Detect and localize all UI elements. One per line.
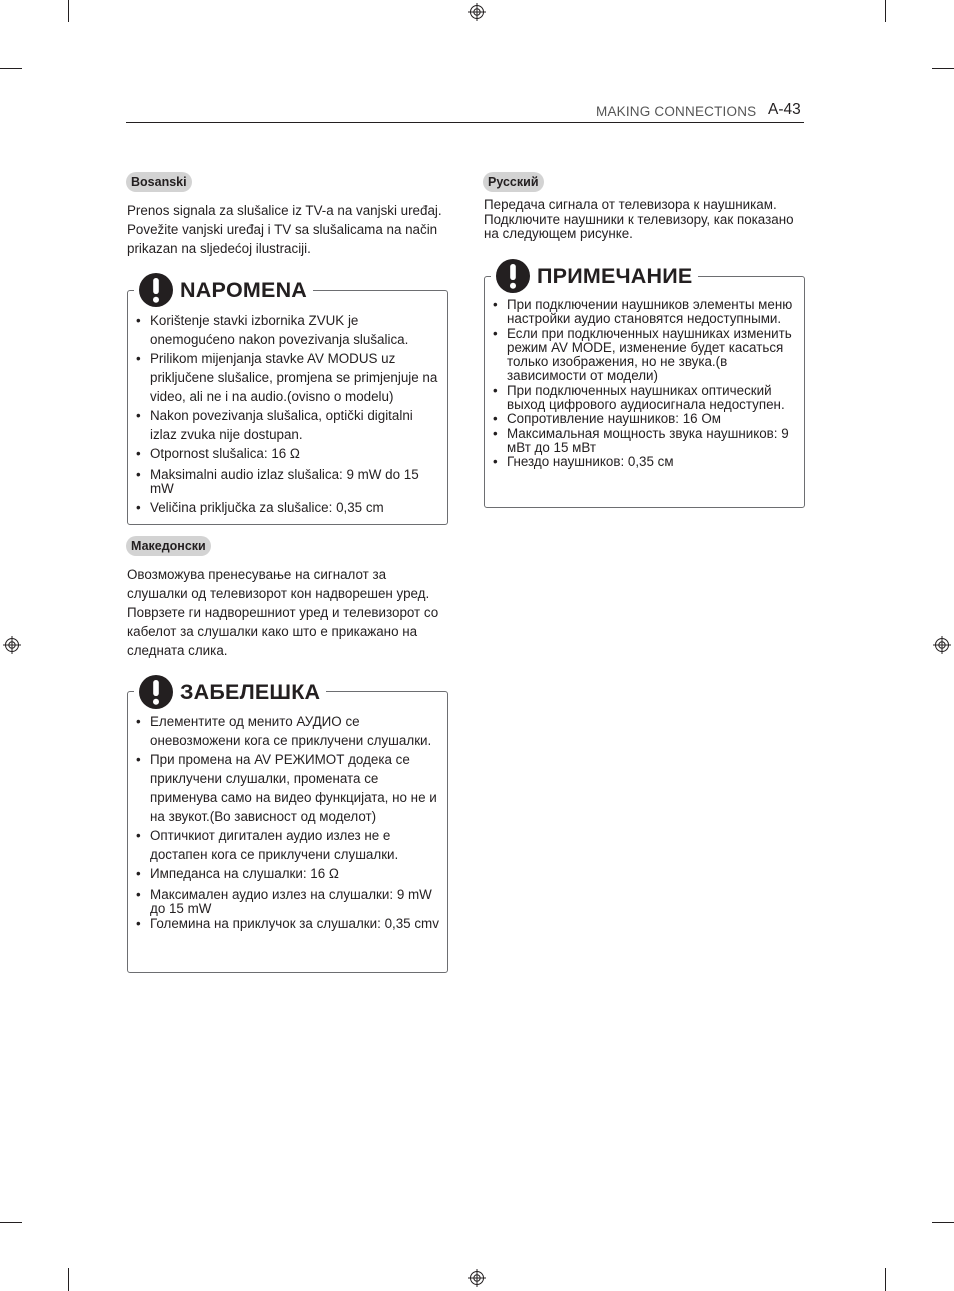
list-item: • Оптичкиот дигитален аудио излез не е достапен кога се приклучени слушалки. — [128, 826, 440, 864]
language-label-macedonian: Македонски — [126, 536, 211, 556]
crop-mark — [0, 1222, 22, 1223]
crop-mark — [932, 1222, 954, 1223]
section-name: MAKING CONNECTIONS — [596, 104, 757, 119]
list-item: • При промена на AV РЕЖИМОТ додека се приклучени слушалки, промената се применува само на видео функцијата, но не и на звукот.(Во зависност од моделот) — [128, 750, 440, 826]
list-item: • Големина на приклучок за слушалки: 0,35 cmv — [128, 917, 440, 931]
list-item: • Импеданса на слушалки: 16 Ω — [128, 864, 440, 883]
crop-mark — [885, 1268, 886, 1291]
list-item: • Korištenje stavki izbornika ZVUK je onemogućeno nakon povezivanja slušalica. — [128, 311, 440, 349]
list-item: • Если при подключенных наушниках изменить режим AV MODE, изменение будет касаться только изображения, но не звука.(в зависимости от модели) — [485, 327, 799, 384]
note-list-bosnian — [128, 311, 440, 515]
list-item: • Prilikom mijenjanja stavke AV MODUS uz priključene slušalice, promjena se primjenjuje na video, ali ne i na audio.(ovisno o modelu) — [128, 349, 440, 406]
intro-text-russian: Передача сигнала от телевизора к наушникам. Подключите наушники к телевизору, как показано на следующем рисунке. — [484, 197, 794, 241]
intro-text-macedonian: Овозможува пренесување на сигналот за слушалки од телевизорот кон надворешен уред. Поврзете ги надворешниот уред и телевизорот со кабелот за слушалки како што е прикажано на следната слика. — [127, 567, 439, 658]
note-header-bosnian — [134, 272, 313, 308]
list-item: • При подключении наушников элементы меню настройки аудио становятся недоступными. — [485, 298, 799, 327]
note-list-macedonian — [128, 712, 440, 931]
list-item: • Елементите од менито АУДИО се оневозможени кога се приклучени слушалки. — [128, 712, 440, 750]
crop-mark — [932, 68, 954, 69]
list-item: • При подключенных наушниках оптический выход цифрового аудиосигнала недоступен. — [485, 384, 799, 413]
crop-mark — [885, 0, 886, 22]
list-item: • Максимален аудио излез на слушалки: 9 mW до 15 mW — [128, 888, 440, 916]
note-header-russian — [491, 258, 698, 294]
intro-text-bosnian: Prenos signala za slušalice iz TV-a na vanjski uređaj. Povežite vanjski uređaj i TV sa slušalicama na način prikazan na sljedećoj ilustraciji. — [127, 203, 442, 256]
warning-exclamation-icon — [138, 674, 174, 710]
registration-mark-icon — [468, 1269, 486, 1287]
list-item: • Maksimalni audio izlaz slušalica: 9 mW do 15 mW — [128, 468, 440, 496]
registration-mark-icon — [933, 636, 951, 654]
note-list-russian — [485, 298, 799, 470]
registration-mark-icon — [468, 3, 486, 21]
header-rule — [126, 122, 804, 123]
registration-mark-icon — [3, 636, 21, 654]
crop-mark — [68, 1268, 69, 1291]
list-item: • Гнездо наушников: 0,35 см — [485, 455, 799, 469]
note-title-macedonian: ЗАБЕЛЕШКА — [180, 679, 321, 704]
note-header-macedonian — [134, 674, 326, 710]
warning-exclamation-icon — [138, 272, 174, 308]
warning-exclamation-icon — [495, 258, 531, 294]
note-title-russian: ПРИМЕЧАНИЕ — [537, 263, 693, 288]
language-label-russian: Русский — [483, 172, 544, 192]
list-item: • Veličina priključka za slušalice: 0,35 cm — [128, 501, 440, 515]
crop-mark — [0, 68, 22, 69]
page-number: A-43 — [768, 101, 801, 118]
list-item: • Nakon povezivanja slušalica, optički digitalni izlaz zvuka nije dostupan. — [128, 406, 440, 444]
language-label-bosnian: Bosanski — [126, 172, 192, 192]
list-item: • Otpornost slušalica: 16 Ω — [128, 444, 440, 463]
list-item: • Сопротивление наушников: 16 Ом — [485, 412, 799, 426]
note-title-bosnian: NAPOMENA — [180, 277, 308, 302]
crop-mark — [68, 0, 69, 22]
list-item: • Максимальная мощность звука наушников: 9 мВт до 15 мВт — [485, 427, 799, 456]
